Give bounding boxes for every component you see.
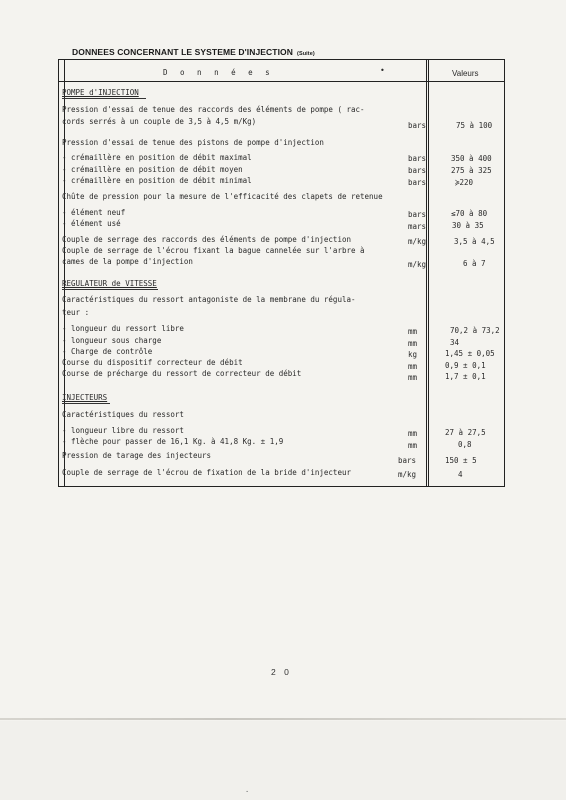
row-text: - élément neuf — [62, 208, 126, 217]
row-text: Couple de serrage de l'écrou fixant la bague cannelée sur l'arbre à — [62, 246, 365, 255]
row-unit: bars — [408, 210, 427, 219]
row-unit: mm — [408, 429, 418, 438]
row-text: - crémaillère en position de débit moyen — [62, 165, 243, 174]
row-value: 70,2 à 73,2 — [450, 326, 500, 335]
section-title-injecteurs: INJECTEURS — [62, 393, 108, 402]
row-unit: mm — [408, 339, 418, 348]
row-text: Chûte de pression pour la mesure de l'efficacité des clapets de retenue — [62, 192, 383, 201]
row-value: 0,9 ± 0,1 — [445, 361, 486, 370]
row-value: 34 — [450, 338, 460, 347]
row-unit: m/kg — [408, 260, 427, 269]
row-value: 3,5 à 4,5 — [454, 237, 495, 246]
page-edge-shadow — [0, 718, 566, 720]
column-header-donnees: D o n n é e s — [163, 68, 274, 77]
row-text: - longueur sous charge — [62, 336, 162, 345]
row-text: Pression d'essai de tenue des pistons de pompe d'injection — [62, 138, 324, 147]
injection-data-table — [58, 59, 505, 487]
row-value: 27 à 27,5 — [445, 428, 486, 437]
row-value: 150 ± 5 — [445, 456, 477, 465]
section-underline — [62, 403, 110, 404]
row-text: teur : — [62, 308, 90, 317]
row-text: Course de précharge du ressort de correcteur de débit — [62, 369, 302, 378]
row-text: - crémaillère en position de débit minimal — [62, 176, 252, 185]
row-unit: bars — [408, 166, 427, 175]
row-text: Couple de serrage des raccords des éléments de pompe d'injection — [62, 235, 351, 244]
row-text: - élément usé — [62, 219, 121, 228]
row-unit: mm — [408, 373, 418, 382]
row-text: Couple de serrage de l'écrou de fixation de la bride d'injecteur — [62, 468, 351, 477]
row-text: Pression de tarage des injecteurs — [62, 451, 212, 460]
section-underline — [62, 98, 146, 99]
row-unit: m/kg — [398, 470, 417, 479]
row-value: ≽220 — [455, 178, 474, 187]
row-unit: mm — [408, 362, 418, 371]
row-value: 6 à 7 — [463, 259, 486, 268]
section-title-regulateur: REGULATEUR de VITESSE — [62, 279, 157, 288]
column-header-mark: • — [380, 66, 385, 75]
page-title — [72, 47, 315, 57]
row-unit: mars — [408, 222, 427, 231]
row-unit: kg — [408, 350, 418, 359]
section-underline — [62, 289, 158, 290]
values-column-border-double — [428, 60, 429, 486]
table-header — [59, 60, 504, 82]
row-value: 4 — [458, 470, 463, 479]
row-unit: mm — [408, 327, 418, 336]
page-title-suite: (Suite) — [297, 51, 315, 57]
row-text: - crémaillère en position de débit maximal — [62, 153, 252, 162]
row-text: Course du dispositif correcteur de débit — [62, 358, 243, 367]
row-text: Caractéristiques du ressort antagoniste de la membrane du régula- — [62, 295, 356, 304]
row-unit: bars — [408, 178, 427, 187]
values-column-border — [426, 60, 427, 486]
row-unit: bars — [398, 456, 417, 465]
row-value: ≤70 à 80 — [451, 209, 488, 218]
row-value: 0,8 — [458, 440, 472, 449]
row-unit: m/kg — [408, 237, 427, 246]
page-number: 2 0 — [271, 667, 292, 677]
row-text: Pression d'essai de tenue des raccords des éléments de pompe ( rac- — [62, 105, 365, 114]
row-value: 75 à 100 — [456, 121, 493, 130]
stray-mark: · — [245, 788, 250, 796]
row-text: - flèche pour passer de 16,1 Kg. à 41,8 Kg. ± 1,9 — [62, 437, 284, 446]
row-value: 350 à 400 — [451, 154, 492, 163]
row-value: 275 à 325 — [451, 166, 492, 175]
row-value: 1,7 ± 0,1 — [445, 372, 486, 381]
column-header-valeurs: Valeurs — [452, 69, 479, 78]
row-text: Caractéristiques du ressort — [62, 410, 184, 419]
row-value: 1,45 ± 0,05 — [445, 349, 495, 358]
row-text: - Charge de contrôle — [62, 347, 153, 356]
section-title-pompe: POMPE d'INJECTION — [62, 88, 139, 97]
row-unit: bars — [408, 154, 427, 163]
row-text: cords serrés à un couple de 3,5 à 4,5 m/Kg) — [62, 117, 257, 126]
row-value: 30 à 35 — [452, 221, 484, 230]
row-text: - longueur libre du ressort — [62, 426, 184, 435]
row-unit: mm — [408, 441, 418, 450]
row-text: - longueur du ressort libre — [62, 324, 184, 333]
page-title-text: DONNEES CONCERNANT LE SYSTEME D'INJECTION — [72, 47, 294, 57]
row-unit: bars — [408, 121, 427, 130]
page-bottom-margin — [0, 721, 566, 800]
row-text: cames de la pompe d'injection — [62, 257, 193, 266]
